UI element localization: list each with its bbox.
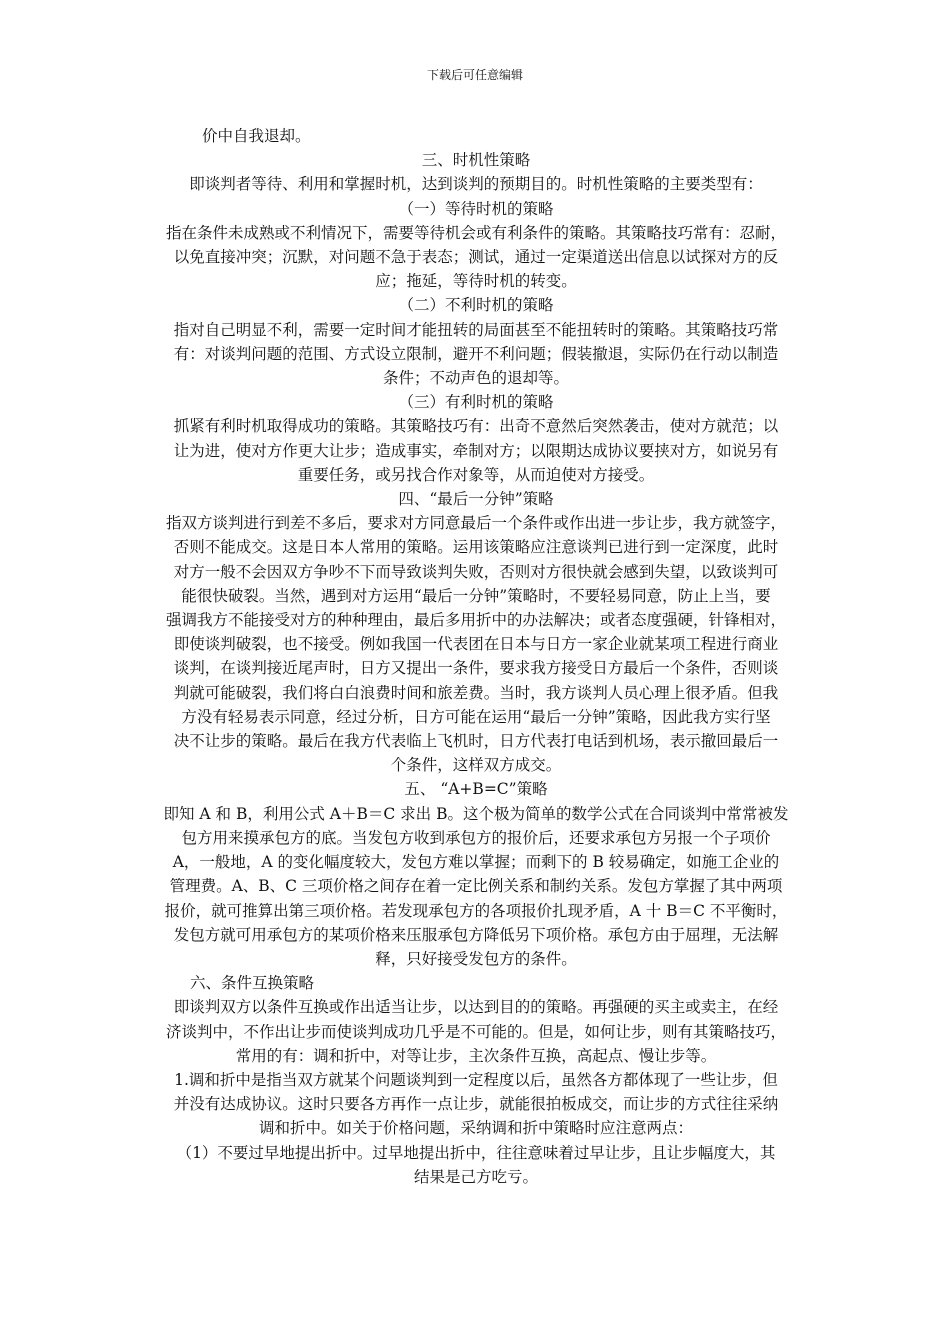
text-line: 应；拖延，等待时机的转变。: [375, 272, 577, 291]
text-line: 并没有达成协议。这时只要各方再作一点让步，就能很拍板成交，而让步的方式往往采纳: [173, 1095, 779, 1114]
page-header: 下载后可任意编辑: [426, 68, 523, 82]
document-body: [146, 124, 806, 1189]
text-line: 六、条件互换策略: [190, 974, 315, 993]
text-line: 即使谈判破裂，也不接受。例如我国一代表团在日本与日方一家企业就某项工程进行商业: [173, 635, 779, 654]
text-line: 五、 “A+B=C”策略: [404, 780, 548, 799]
text-line: 常用的有：调和折中，对等让步，主次条件互换，高起点、慢让步等。: [235, 1046, 717, 1065]
text-line: 强调我方不能接受对方的种种理由，最后多用折中的办法解决；或者态度强硬，针锋相对，: [165, 611, 786, 630]
text-line: （二）不利时机的策略: [398, 296, 554, 315]
text-line: 发包方就可用承包方的某项价格来压服承包方降低另下项价格。承包方由于屈理，无法解: [173, 925, 779, 944]
text-line: 能很快破裂。当然，遇到对方运用“最后一分钟”策略时，不要轻易同意，防止上当，要: [181, 586, 771, 605]
text-line: 即知 A 和 B，利用公式 A＋B＝C 求出 B。这个极为简单的数学公式在合同谈判中常常被发: [163, 804, 789, 823]
text-line: 调和折中。如关于价格问题，采纳调和折中策略时应注意两点：: [258, 1119, 693, 1138]
text-line: 济谈判中，不作出让步而使谈判成功几乎是不可能的。但是，如何让步，则有其策略技巧，: [165, 1022, 786, 1041]
text-line: 释，只好接受发包方的条件。: [375, 949, 577, 968]
text-line: 判就可能破裂，我们将白白浪费时间和旅差费。当时，我方谈判人员心理上很矛盾。但我: [173, 683, 779, 702]
text-line: A，一般地，A 的变化幅度较大，发包方难以掌握；而剩下的 B 较易确定，如施工企业的: [172, 853, 780, 872]
text-line: （三）有利时机的策略: [398, 393, 554, 412]
text-line: 1.调和折中是指当双方就某个问题谈判到一定程度以后，虽然各方都体现了一些让步，但: [174, 1070, 778, 1089]
text-line: 有：对谈判问题的范围、方式设立限制，避开不利问题；假装撤退，实际仍在行动以制造: [173, 344, 779, 363]
text-line: 结果是己方吃亏。: [413, 1167, 538, 1186]
text-line: 决不让步的策略。最后在我方代表临上飞机时，日方代表打电话到机场，表示撤回最后一: [173, 732, 779, 751]
text-line: 个条件，这样双方成交。: [390, 756, 562, 775]
text-line: 以免直接冲突；沉默，对问题不急于表态；测试，通过一定渠道送出信息以试探对方的反: [173, 248, 779, 267]
text-line: 让为进，使对方作更大让步；造成事实，牵制对方；以限期达成协议要挟对方，如说另有: [173, 441, 779, 460]
text-line: 四、“最后一分钟”策略: [398, 490, 554, 509]
text-line: 三、时机性策略: [421, 151, 531, 170]
text-line: 谈判，在谈判接近尾声时，日方又提出一条件，要求我方接受日方最后一个条件，否则谈: [173, 659, 779, 678]
text-line: 报价，就可推算出第三项价格。若发现承包方的各项报价扎现矛盾，A 十 B＝C 不平衡时，: [164, 901, 788, 920]
text-line: 包方用来摸承包方的底。当发包方收到承包方的报价后，还要求承包方另报一个子项价: [181, 828, 771, 847]
text-line: 对方一般不会因双方争吵不下而导致谈判失败，否则对方很快就会感到失望，以致谈判可: [173, 562, 779, 581]
text-line: （一）等待时机的策略: [398, 199, 554, 218]
text-line: 指对自己明显不利，需要一定时间才能扭转的局面甚至不能扭转时的策略。其策略技巧常: [173, 320, 779, 339]
text-line: 即谈判者等待、利用和掌握时机，达到谈判的预期目的。时机性策略的主要类型有：: [189, 175, 763, 194]
text-line: 即谈判双方以条件互换或作出适当让步，以达到目的的策略。再强硬的买主或卖主，在经: [173, 998, 779, 1017]
text-line: 价中自我退却。: [202, 127, 311, 145]
text-line: 方没有轻易表示同意，经过分析，日方可能在运用“最后一分钟”策略，因此我方实行坚: [181, 707, 771, 726]
text-line: 重要任务，或另找合作对象等，从而迫使对方接受。: [297, 465, 655, 484]
text-line: 否则不能成交。这是日本人常用的策略。运用该策略应注意谈判已进行到一定深度，此时: [173, 538, 779, 557]
text-line: 抓紧有利时机取得成功的策略。其策略技巧有：出奇不意然后突然袭击，使对方就范；以: [173, 417, 779, 436]
text-line: 指双方谈判进行到差不多后，要求对方同意最后一个条件或作出进一步让步，我方就签字，: [165, 514, 786, 533]
text-line: 管理费。A、B、C 三项价格之间存在着一定比例关系和制约关系。发包方掌握了其中两项: [169, 877, 783, 896]
text-line: 条件；不动声色的退却等。: [382, 369, 569, 388]
text-line: （1）不要过早地提出折中。过早地提出折中，往往意味着过早让步，且让步幅度大，其: [176, 1143, 776, 1162]
text-line: 指在条件未成熟或不利情况下，需要等待机会或有利条件的策略。其策略技巧常有：忍耐，: [165, 223, 786, 242]
